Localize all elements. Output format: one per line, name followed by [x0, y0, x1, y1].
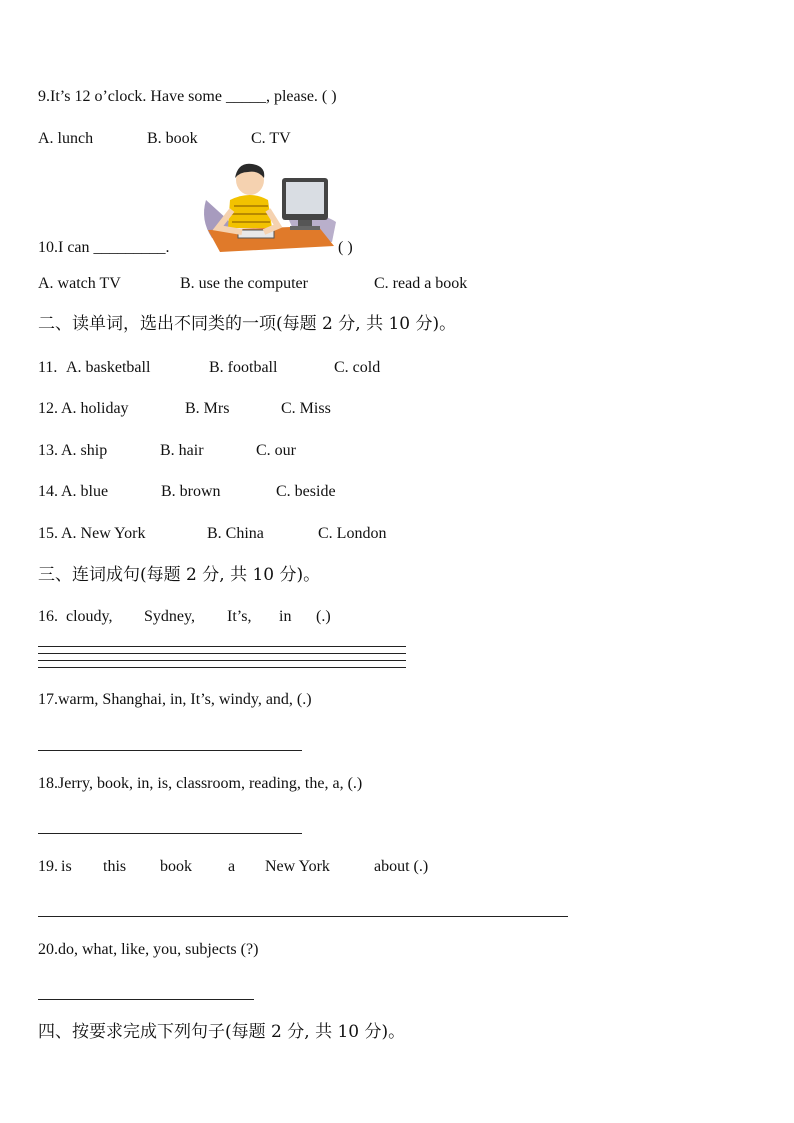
- option-a: A. watch TV: [38, 275, 121, 292]
- word: in: [279, 608, 292, 625]
- option-a: A. holiday: [61, 400, 129, 417]
- word: Sydney,: [144, 608, 195, 625]
- word: It’s,: [227, 608, 252, 625]
- question-20: 20.do, what, like, you, subjects (?): [38, 941, 259, 958]
- option-a: A. basketball: [66, 359, 151, 376]
- option-c: C. our: [256, 442, 296, 459]
- answer-line: [38, 750, 302, 751]
- question-number: 14.: [38, 483, 58, 500]
- option-b: B. hair: [160, 442, 204, 459]
- question-number: 19.: [38, 858, 58, 875]
- question-10-bracket: ( ): [338, 239, 353, 256]
- question-18: 18.Jerry, book, in, is, classroom, reading, the, a, (.): [38, 775, 363, 792]
- question-9-stem: 9.It’s 12 o’clock. Have some _____, please. ( ): [38, 88, 337, 105]
- option-a: A. ship: [61, 442, 108, 459]
- word: New York: [265, 858, 330, 875]
- answer-line: [38, 653, 406, 654]
- word: cloudy,: [66, 608, 113, 625]
- section-2-title: 二、读单词，选出不同类的一项(每题 2 分, 共 10 分)。: [38, 314, 457, 334]
- option-a: A. lunch: [38, 130, 94, 147]
- question-number: 16.: [38, 608, 58, 625]
- word: this: [103, 858, 127, 875]
- option-b: B. China: [207, 525, 264, 542]
- answer-line: [38, 660, 406, 661]
- option-c: C. Miss: [281, 400, 331, 417]
- option-c: C. beside: [276, 483, 336, 500]
- answer-line: [38, 646, 406, 647]
- option-b: B. football: [209, 359, 278, 376]
- question-10-stem: 10.I can _________.: [38, 239, 170, 256]
- option-b: B. brown: [161, 483, 221, 500]
- question-number: 12.: [38, 400, 58, 417]
- option-b: B. book: [147, 130, 198, 147]
- word: (.): [316, 608, 331, 625]
- question-number: 11.: [38, 359, 58, 376]
- option-a: A. New York: [61, 525, 146, 542]
- boy-using-computer-icon: [198, 160, 338, 252]
- word: book: [160, 858, 192, 875]
- option-a: A. blue: [61, 483, 109, 500]
- answer-line: [38, 916, 568, 917]
- word: is: [61, 858, 72, 875]
- question-17: 17.warm, Shanghai, in, It’s, windy, and, (.): [38, 691, 312, 708]
- option-c: C. cold: [334, 359, 381, 376]
- question-number: 13.: [38, 442, 58, 459]
- option-c: C. read a book: [374, 275, 468, 292]
- option-b: B. Mrs: [185, 400, 230, 417]
- answer-line: [38, 667, 406, 668]
- question-number: 15.: [38, 525, 58, 542]
- answer-line: [38, 833, 302, 834]
- option-b: B. use the computer: [180, 275, 308, 292]
- answer-line: [38, 999, 254, 1000]
- word: about (.): [374, 858, 429, 875]
- option-c: C. TV: [251, 130, 291, 147]
- word: a: [228, 858, 236, 875]
- section-4-title: 四、按要求完成下列句子(每题 2 分, 共 10 分)。: [38, 1022, 406, 1042]
- section-3-title: 三、连词成句(每题 2 分, 共 10 分)。: [38, 565, 321, 585]
- option-c: C. London: [318, 525, 387, 542]
